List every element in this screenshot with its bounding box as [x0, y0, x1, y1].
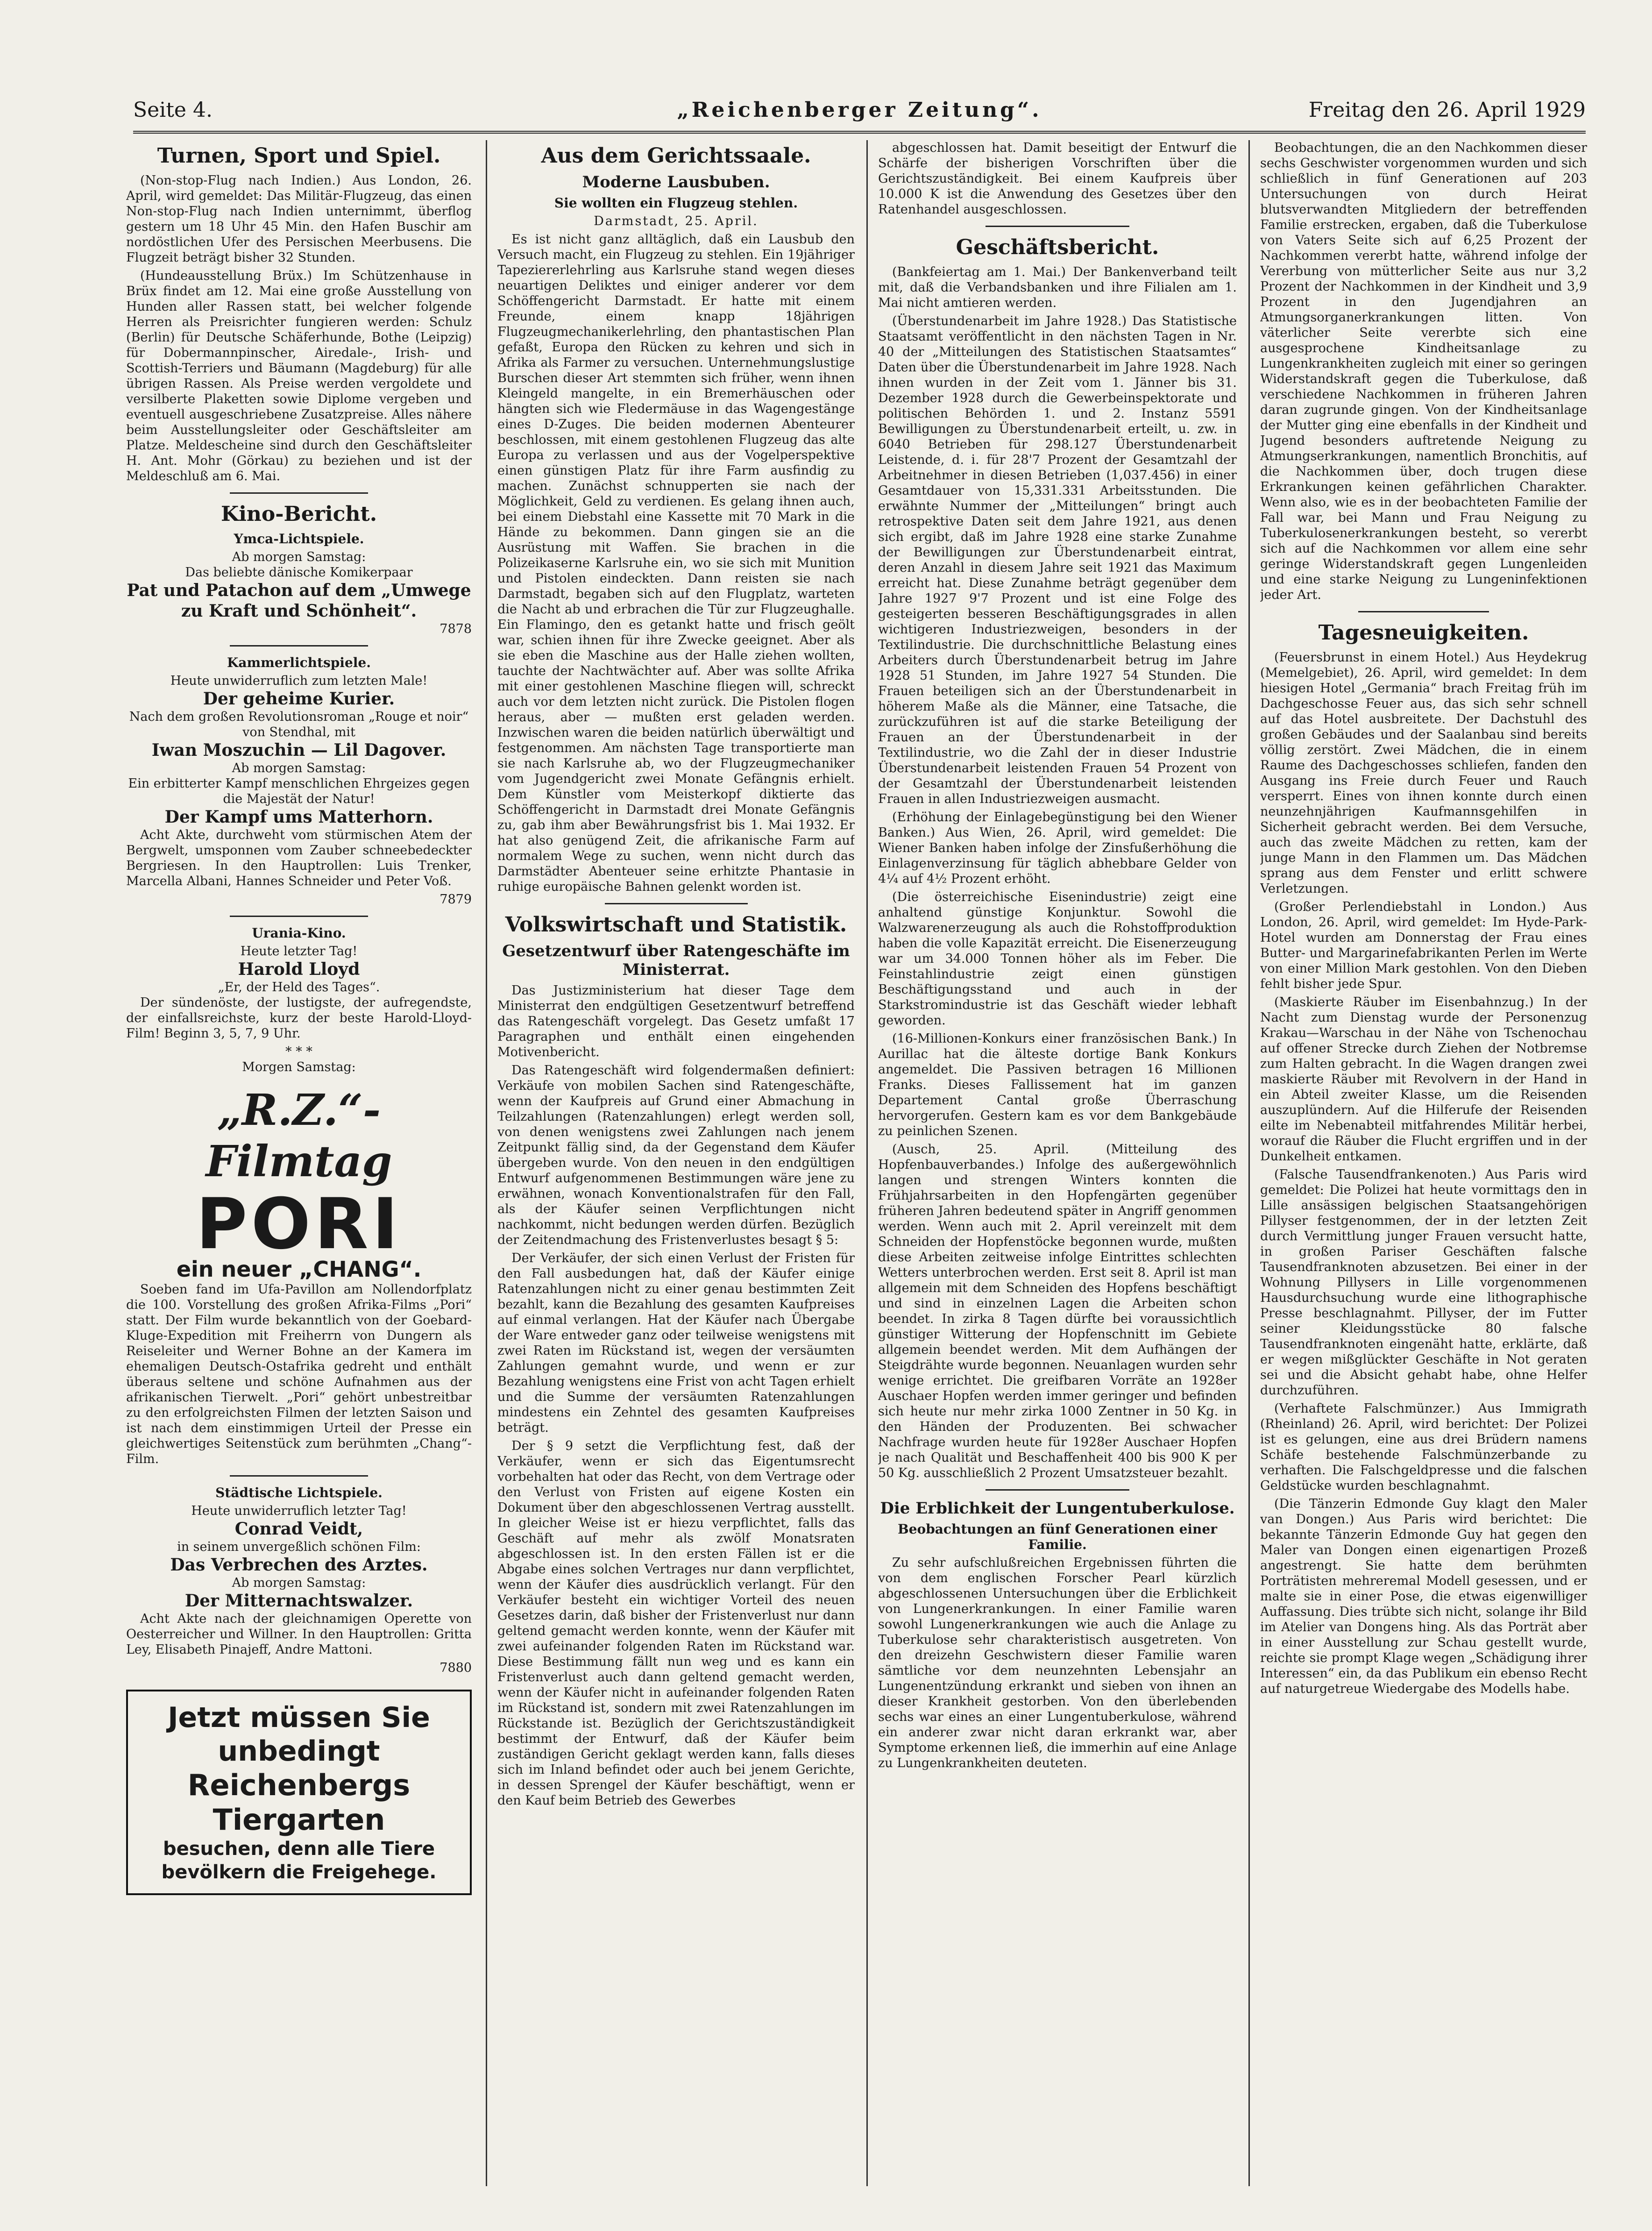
article-dancer-lawsuit: (Die Tänzerin Edmonde Guy klagt den Maler van Dongen.) Aus Paris wird berichtet: Die bekannte Tänzerin Edmonde Guy hat gegen den Maler van Dongen einen eigenartigen Prozeß angestrengt. Sie hatte dem berühmten Porträtisten mehreremal Modell gesessen, und er malte sie in einer Pose, die etwas eigenwilliger Auffassung. Dies trübte sich nicht, solange ihr Bild im Atelier van Dongens hing. Als das Porträt aber in einer Ausstellung zur Schau gestellt wurde, reichte sie prompt Klage wegen „Schädigung ihrer Interessen“ ein, da das Publikum ein ebenso Recht auf naturgetreue Wiedergabe des Modells habe.: [1260, 1497, 1587, 1696]
article-body: Es ist nicht ganz alltäglich, daß ein Lausbub den Versuch macht, ein Flugzeug zu stehlen. Ein 19jähriger Tapeziererlehrling aus Karlsruhe stand wegen dieses neuartigen Deliktes und einiger anderer vor dem Schöffengericht Darmstadt. Er hatte mit einem Freunde, einem knapp 18jährigen Flugzeugmechanikerlehrling, den phantastischen Plan gefaßt, Europa den Rücken zu kehren und sich in Afrika als Farmer zu versuchen. Unternehmungslustige Burschen dieser Art stemmten sich früher, wenn ihnen Kleingeld mangelte, in ein Bremerhäuschen oder hängten sich wie Fledermäuse in das Wagengestänge eines D-Zuges. Die beiden modernen Abenteurer beschlossen, mit einem gestohlenen Flugzeug das alte Europa zu verlassen und aus der Vogelperspektive einen günstigen Platz für ihre Farm ausfindig zu machen. Zunächst schnupperten sie nach der Möglichkeit, Geld zu verdienen. Es gelang ihnen auch, bei einem Diebstahl eine Kassette mit 70 Mark in die Hände zu bekommen. Dann gingen sie an die Ausrüstung mit Waffen. Sie brachen in die Polizeikaserne Karlsruhe ein, wo sie sich mit Munition und Pistolen eindeckten. Dann reisten sie nach Darmstadt, begaben sich auf den Flugplatz, warteten die Nacht ab und erbrachen die Tür zur Flugzeughalle. Ein Flamingo, den es getankt hatte und frisch geölt war, schien ihnen für ihre Zwecke geeignet. Aber als sie eben die Maschine aus der Halle ziehen wollten, tauchte der Nachtwächter auf. Aber was sollte Afrika mit einer gestohlenen Maschine fliegen will, schreckt auch vor dem letzten nicht zurück. Die Pistolen flogen heraus, aber — mußten erst geladen werden. Inzwischen waren die beiden natürlich überwältigt und festgenommen. Am nächsten Tage transportierte man sie nach Karlsruhe ab, wo der Flugzeugmechaniker vom Jugendgericht zwei Monate Gefängnis erhielt. Dem Künstler vom Meisterkopf diktierte das Schöffengericht in Darmstadt drei Monate Gefängnis zu, gab ihm aber Bewährungsfrist bis 1. Mai 1932. Er hat also genügend Zeit, die afrikanische Farm auf normalem Wege zu suchen, wenn nicht durch das Darmstädter Abenteuer seine erhitzte Phantasie in ruhige europäische Bahnen gelenkt worden ist.: [497, 232, 855, 894]
section-title-sport: Turnen, Sport und Spiel.: [157, 144, 441, 168]
zoo-ad-line-3: besuchen, denn alle Tiere bevölkern die Freigehege.: [161, 1838, 437, 1883]
cinema-description: Acht Akte nach der gleichnamigen Operette von Oesterreicher und Willner. In den Hauptrollen: Gritta Ley, Elisabeth Pinajeff, Andre Mattoni.: [126, 1612, 472, 1657]
article-iron-industry: (Die österreichische Eisenindustrie) zeigt eine anhaltend günstige Konjunktur. Sowohl die Walzwarenerzeugung als auch die Rohstoffproduktion haben die volle Kapazität erreicht. Die Eisenerzeugung war um 34.000 Tonnen höher als im Feber. Die Feinstahlindustrie zeigt einen günstigen Beschäftigungsstand und auch in der Starkstromindustrie ist das Geschäft wieder lebhaft geworden.: [878, 890, 1237, 1028]
column-4: [1260, 140, 1587, 2186]
cinema-text: Ab morgen Samstag:: [232, 550, 366, 564]
cinema-name-urania: Urania-Kino.: [252, 925, 346, 941]
cinema-text: Ab morgen Samstag:: [232, 1576, 366, 1590]
film-day-ad-title: „R.Z.“-Filmtag: [206, 1085, 392, 1187]
column-rule: [866, 140, 868, 2186]
column-rule: [486, 140, 487, 2186]
film-title: Das Verbrechen des Arztes.: [170, 1555, 428, 1575]
article-dog-show: (Hundeausstellung Brüx.) Im Schützenhause in Brüx findet am 12. Mai eine große Ausstellung von Hunden aller Rassen statt, bei welcher folgende Herren als Preisrichter fungieren werden: Schulz (Berlin) für Deutsche Schäferhunde, Bothe (Leipzig) für Dobermannpinscher, Airedale-, Irish- und Scottish-Terriers und Bäumann (Magdeburg) für alle übrigen Rassen. Als Preise werden vergoldete und versilberte Plaketten sowie Diplome vergeben und eventuell ausgeschriebene Zusatzpreise. Alles nähere beim Ausstellungsleiter oder Geschäftsleiter am Platze. Meldescheine sind durch den Geschäftsleiter H. Ant. Mohr (Görkau) zu beziehen und ist der Meldeschluß am 6. Mai.: [126, 269, 472, 483]
column-2: [497, 140, 855, 2186]
separator: [230, 492, 368, 494]
section-title-economy: Volkswirtschaft und Statistik.: [505, 913, 847, 937]
cinema-text: in seinem unvergeßlich schönen Film:: [177, 1540, 421, 1554]
cinema-text: Nach dem großen Revolutionsroman „Rouge et noir“ von Stendhal, mit: [129, 710, 469, 739]
separator: [986, 1489, 1129, 1491]
actor-name: Harold Lloyd: [238, 959, 360, 979]
article-hotel-fire: (Feuersbrunst in einem Hotel.) Aus Heydekrug (Memelgebiet), 26. April, wird gemeldet: In dem hiesigen Hotel „Germania“ brach Freitag früh im Dachgeschosse Feuer aus, das sich sehr schnell auf das Hotel ausbreitete. Der Dachstuhl des großen Gebäudes und der Saalanbau sind bereits völlig zerstört. Zwei Mädchen, die in einem Raume des Dachgeschosses schliefen, fanden den Ausgang ins Freie durch Feuer und Rauch versperrt. Eines von ihnen konnte durch einen neunzehnjährigen Kaufmannsgehilfen in Sicherheit gebracht werden. Bei dem Versuche, auch das zweite Mädchen zu retten, kam der junge Mann in den Flammen um. Das Mädchen sprang aus dem Fenster und erlitt schwere Verletzungen.: [1260, 650, 1587, 896]
cinema-name-ymca: Ymca-Lichtspiele.: [234, 531, 364, 547]
cinema-name-staedtische: Städtische Lichtspiele.: [215, 1485, 383, 1500]
column-1: [126, 140, 472, 2186]
article-bank-holiday: (Bankfeiertag am 1. Mai.) Der Bankenverband teilt mit, daß die Verbandsbanken und ihre Filialen am 1. Mai nicht amtieren werden.: [878, 265, 1237, 310]
article-title: Die Erblichkeit der Lungentuberkulose.: [880, 1499, 1235, 1518]
film-pori-text: Soeben fand im Ufa-Pavillon am Nollendorfplatz die 100. Vorstellung des großen Afrika-Films „Pori“ statt. Der Film wurde bekanntlich von der Goebard-Kluge-Expedition mit Freiherrn von Dungern als Reiseleiter und Werner Bohne an der Kamera im ehemaligen Deutsch-Ostafrika gedreht und enthält überaus seltene und schöne Aufnahmen aus der afrikanischen Tierwelt. „Pori“ gehört unbestreitbar zu den erfolgreichsten Filmen der letzten Saison und ist nach dem einstimmigen Urteil der Presse ein gleichwertiges Seitenstück zum berühmten „Chang“-Film.: [126, 1282, 472, 1466]
film-title: Der geheime Kurier.: [203, 689, 395, 709]
article-counterfeiters: (Verhaftete Falschmünzer.) Aus Immigrath (Rheinland) 26. April, wird berichtet: Der Polizei ist es gelungen, eine aus drei Brüdern namens Schäfe bestehende Falschmünzerbande zu verhaften. Die Falschgeldpresse und die falschen Geldstücke wurden beschlagnahmt.: [1260, 1401, 1587, 1493]
article-title: Moderne Lausbuben.: [582, 173, 770, 192]
zoo-advertisement: [126, 1690, 472, 1895]
cinema-text: Morgen Samstag:: [242, 1060, 356, 1074]
separator: [230, 645, 368, 647]
cinema-text: Das beliebte dänische Komikerpaar: [185, 565, 413, 580]
article-subtitle: Sie wollten ein Flugzeug stehlen.: [554, 195, 798, 211]
article-body: Der § 9 setzt die Verpflichtung fest, daß der Verkäufer, wenn er sich das Eigentumsrecht vorbehalten hat oder das Recht, von dem Vertrage oder den Verlust von Fristen auf eigene Kosten ein Dokument über den abgeschlossenen Vertrag ausstellt. In gleicher Weise ist er hiezu verpflichtet, falls das Geschäft auf mehr als zwölf Monatsraten abgeschlossen ist. In den ersten Fällen ist er die Abgabe eines solchen Vertrages nur dann verpflichtet, wenn der Käufer dies ausdrücklich verlangt. Für den Verkäufer besteht ein wichtiger Vorteil des neuen Gesetzes darin, daß bisher der Fristenverlust nur dann geltend gemacht werden konnte, wenn der Käufer mit zwei aufeinander folgenden Raten im Rückstand war. Diese Bestimmung fällt nun weg und es kann ein Fristenverlust auch dann geltend gemacht werden, wenn der Käufer nicht in aufeinander folgenden Raten im Rückstand ist, sondern mit zwei Ratenzahlungen im Rückstande ist. Bezüglich der Gerichtszuständigkeit bestimmt der Entwurf, daß der Käufer beim zuständigen Gericht geklagt werden kann, falls dieses sich im Inland befindet oder auch bei jenem Gerichte, in dessen Sprengel der Käufer beschäftigt, wenn er den Kauf beim Betrieb des Gewerbes: [497, 1439, 855, 1808]
column-rule: [1248, 140, 1250, 2186]
column-3: [878, 140, 1237, 2186]
separator: [230, 916, 368, 917]
film-title: Der Kampf ums Matterhorn.: [164, 807, 433, 827]
article-pearl-theft: (Großer Perlendiebstahl in London.) Aus London, 26. April, wird gemeldet: Im Hyde-Park-Hotel wurden am Donnerstag der Frau eines Butter- und Margarinefabrikanten Perlen im Werte von einer Million Mark gestohlen. Von den Dieben fehlt bisher jede Spur.: [1260, 900, 1587, 991]
article-body: Der Verkäufer, der sich einen Verlust der Fristen für den Fall ausbedungen hat, daß der Käufer einige Ratenzahlungen nicht zu einer genau bestimmten Zeit bezahlt, kann die Bezahlung des gesamten Kaufpreises auf einmal verlangen. Hat der Käufer nach Übergabe der Ware entweder ganz oder teilweise wenigstens mit zwei Raten im Rückstand ist, wegen der versäumten Zahlungen gemahnt wurde, und wenn er zur Bezahlung wenigstens eine Frist von acht Tagen erhielt und die Summe der versäumten Ratenzahlungen mindestens ein Zehntel des gesamten Kaufpreises beträgt.: [497, 1251, 855, 1435]
separator: [1358, 611, 1489, 612]
cinema-name-kammer: Kammerlichtspiele.: [227, 655, 371, 670]
ad-number: 7879: [440, 892, 472, 907]
page-header: [133, 93, 1586, 134]
article-body: Beobachtungen, die an den Nachkommen dieser sechs Geschwister vorgenommen wurden und sich schließlich in fünf Generationen auf 203 Untersuchungen von durch Heirat blutsverwandten Mitgliedern der betreffenden Familie erstrecken, ergaben, daß die Tuberkulose von Vaters Seite sich auf 6,25 Prozent der Nachkommen vererbt hatte, während infolge der Vererbung von mütterlicher Seite aus nur 3,2 Prozent der Nachkommen in der Kindheit und 3,9 Prozent in den Jugendjahren an Atmungsorganerkrankungen litten. Von väterlicher Seite vererbte sich eine ausgesprochene Kindheitsanlage zu Lungenkrankheiten zugleich mit einer so geringen Widerstandskraft gegen die Tuberkulose, daß verschiedene Nachkommen in früheren Jahren daran zugrunde gingen. Von der Kindheitsanlage der Mutter ging eine ebenfalls in der Kindheit und Jugend besonders auftretende Neigung zu Atmungserkrankungen, namentlich Bronchitis, auf die Nachkommen über, doch trugen diese Erkrankungen keinen gefährlichen Charakter. Wenn also, wie es in der beobachteten Familie der Fall war, bei Mann und Frau Neigung zu Tuberkulosenerkrankungen besteht, so vererbt sich auf die Nachkommen vor allem eine sehr geringe Widerstandskraft gegen Lungenleiden und eine starke Neigung zu Lungeninfektionen jeder Art.: [1260, 141, 1587, 602]
article-title: Gesetzentwurf über Ratengeschäfte im Ministerrat.: [502, 942, 850, 979]
article-train-robbers: (Maskierte Räuber im Eisenbahnzug.) In der Nacht zum Dienstag wurde der Personenzug Krakau—Warschau in der Nähe von Tschenochau auf offener Strecke durch Ziehen der Notbremse zum Halten gebracht. In die Wagen drangen zwei maskierte Räuber mit Revolvern in der Hand in ein Abteil zweiter Klasse, um die Reisenden auszuplündern. Auf die Hilferufe der Reisenden eilte im Nebenabteil mitfahrendes Militär herbei, worauf die Räuber die Flucht ergriffen und in der Dunkelheit entkamen.: [1260, 995, 1587, 1164]
article-body: Das Justizministerium hat dieser Tage dem Ministerrat den endgültigen Gesetzentwurf betreffend das Ratengeschäft vorgelegt. Das Gesetz umfaßt 17 Paragraphen und enthält einen eingehenden Motivenbericht.: [497, 983, 855, 1059]
article-body: abgeschlossen hat. Damit beseitigt der Entwurf die Schärfe der bisherigen Vorschriften über die Gerichtszuständigkeit. Bei einem Kaufpreis über 10.000 K ist die Anwendung des Gesetzes über den Ratenhandel ausgeschlossen.: [878, 141, 1237, 217]
cinema-description: Der sündenöste, der lustigste, der aufregendste, der einfallsreichste, kurz der beste Harold-Lloyd-Film! Beginn 3, 5, 7, 9 Uhr.: [126, 995, 472, 1041]
separator: [986, 226, 1129, 227]
film-title: „Er, der Held des Tages“.: [218, 980, 380, 995]
article-french-bank: (16-Millionen-Konkurs einer französischen Bank.) In Aurillac hat die älteste dortige Bank Konkurs angemeldet. Die Passiven betragen 16 Millionen Franks. Dieses Fallissement hat im ganzen Departement Cantal große Überraschung hervorgerufen. Gestern kam es vor dem Bankgebäude zu peinlichen Szenen.: [878, 1031, 1237, 1138]
issue-date: Freitag den 26. April 1929: [1308, 98, 1586, 122]
cinema-text: Ein erbitterter Kampf menschlichen Ehrgeizes gegen die Majestät der Natur!: [128, 776, 470, 806]
article-counterfeit-notes: (Falsche Tausendfrankenoten.) Aus Paris wird gemeldet: Die Polizei hat heute vormittags den in Lille ansässigen belgischen Staatsangehörigen Pillyser festgenommen, der in der letzten Zeit durch Vermittlung junger Frauen versucht hatte, in großen Pariser Geschäften falsche Tausendfranknoten abzusetzen. Bei einer in der Wohnung Pillysers in Lille vorgenommenen Hausdurchsuchung wurde eine lithographische Presse beschlagnahmt. Pillyser, der im Futter seiner Kleidungsstücke 80 falsche Tausendfranknoten eingenäht hatte, erklärte, daß er wegen mißglückter Geschäfte in Not geraten sei und die Absicht gehabt habe, ohne Helfer durchzuführen.: [1260, 1167, 1587, 1398]
cinema-text: Heute letzter Tag!: [240, 944, 358, 959]
actor-name: Conrad Veidt,: [234, 1519, 363, 1539]
article-subtitle: Beobachtungen an fünf Generationen einer Familie.: [898, 1521, 1217, 1552]
article-nonstop-flight: (Non-stop-Flug nach Indien.) Aus London, 26. April, wird gemeldet: Das Militär-Flugzeug, das einen Non-stop-Flug nach Indien unternimmt, überflog gestern um 18 Uhr 45 Min. den Hafen Buschir am nordöstlichen Ufer des Persischen Meerbusens. Die Flugzeit beträgt bisher 32 Stunden.: [126, 173, 472, 265]
article-vienna-banks: (Erhöhung der Einlagebegünstigung bei den Wiener Banken.) Aus Wien, 26. April, wird gemeldet: Die Wiener Banken haben infolge der Zinsfußerhöhung die Einlagenverzinsung für täglich abhebbare Gelder von 4¼ auf 4½ Prozent erhöht.: [878, 810, 1237, 886]
cinema-text: Heute unwiderruflich letzter Tag!: [191, 1504, 407, 1518]
section-title-news: Tagesneuigkeiten.: [1318, 621, 1529, 645]
page-number: Seite 4.: [133, 98, 213, 122]
cinema-description: Acht Akte, durchweht vom stürmischen Atem der Bergwelt, umsponnen vom Zauber schneebedeckter Bergriesen. In den Hauptrollen: Luis Trenker, Marcella Albani, Hannes Schneider und Peter Voß.: [126, 828, 472, 888]
zoo-ad-line-2: Reichenbergs Tiergarten: [187, 1768, 411, 1837]
section-title-cinema: Kino-Bericht.: [220, 502, 377, 526]
film-pori-title: PORI: [196, 1184, 402, 1265]
section-title-court: Aus dem Gerichtssaale.: [541, 144, 811, 168]
ad-number: 7878: [440, 622, 472, 636]
section-title-business: Geschäftsbericht.: [956, 235, 1159, 259]
separator: [230, 1475, 368, 1477]
article-body: Das Ratengeschäft wird folgendermaßen definiert: Verkäufe von mobilen Sachen sind Ratengeschäfte, wenn der Kaufpreis auf Grund einer Abmachung in Teilzahlungen (Ratenzahlungen) erlegt werden soll, von denen wenigstens zwei Zahlungen nach jenem Zeitpunkt fällig sind, da der Gegenstand dem Käufer übergeben wurde. Von den neuen in den endgültigen Entwurf aufgenommenen Bestimmungen wäre jene zu erwähnen, wonach Konventionalstrafen für den Fall, als der Käufer seinen Verpflichtungen nicht nachkommt, nicht bedungen werden dürfen. Bezüglich der Zeitendmachung des Fristenverlustes besagt § 5:: [497, 1063, 855, 1247]
film-title: Pat und Patachon auf dem „Umwege zu Kraft und Schönheit“.: [127, 581, 471, 621]
separator: [605, 903, 748, 904]
newspaper-title: „Reichenberger Zeitung“.: [677, 98, 1042, 122]
article-body: Zu sehr aufschlußreichen Ergebnissen führten die von dem englischen Forscher Pearl kürzlich abgeschlossenen Untersuchungen über die Erblichkeit von Lungenerkrankungen. In einer Familie waren sowohl Lungenerkrankungen wie auch die Anlage zu Tuberkulose sehr charakteristisch ausgetreten. Von den dreizehn Geschwistern dieser Familie waren sämtliche vor dem neunzehnten Lebensjahr an Lungenentzündung erkrankt und sieben von ihnen an dieser Krankheit gestorben. Von den überlebenden sechs war eines an einer Lungentuberkulose, während ein anderer zwar nicht daran erkrankt war, aber Symptome erkennen ließ, die immerhin auf eine Anlage zu Lungenkrankheiten deuteten.: [878, 1556, 1237, 1770]
film-actors: Iwan Moszuchin — Lil Dagover.: [151, 740, 447, 760]
asterisks: * * *: [285, 1044, 312, 1059]
article-overtime: (Überstundenarbeit im Jahre 1928.) Das Statistische Staatsamt veröffentlicht in den nächsten Tagen in Nr. 40 der „Mitteilungen des Statistischen Staatsamtes“ Daten über die Überstundenarbeit im Jahre 1928. Nach ihnen wurden in der Zeit vom 1. Jänner bis 31. Dezember 1928 durch die Gewerbeinspektorate und politischen Behörden 1. und 2. Instanz 5591 Bewilligungen zu Überstundenarbeit erteilt, u. zw. in 6040 Betrieben für 298.127 Überstundenarbeit Leistende, d. i. für 28'7 Prozent der Gesamtzahl der Arbeitnehmer in diesen Betrieben (1,037.456) in einer Gesamtdauer von 15,331.331 Arbeitsstunden. Die erwähnte Nummer der „Mitteilungen“ bringt auch retrospektive Daten seit dem Jahre 1921, aus denen sich ergibt, daß im Jahre 1928 eine starke Zunahme der Bewilligungen zur Überstundenarbeit eintrat, deren Anzahl in diesem Jahre seit 1921 das Maximum erreicht hat. Diese Zunahme beträgt gegenüber dem Jahre 1927 9'7 Prozent und ist eine Folge des gesteigerten besseren Beschäftigungsgrades in allen wichtigeren Industriezweigen, besonders in der Textilindustrie. Die durchschnittliche Belastung eines Arbeiters durch Überstundenarbeit betrug im Jahre 1928 51 Stunden, im Jahre 1927 54 Stunden. Die Frauen beteiligen sich an der Überstundenarbeit in höherem Maße als die Männer, eine Tatsache, die zurückzuführen ist auf die starke Beteiligung der Frauen an der Überstundenarbeit in der Textilindustrie, wo die Zahl der in dieser Industrie Überstundenarbeit leistenden Frauen 54 Prozent von der Gesamtzahl der Überstundenarbeit leistenden Frauen in allen Industriezweigen ausmacht.: [878, 314, 1237, 806]
article-hops: (Ausch, 25. April. (Mitteilung des Hopfenbauverbandes.) Infolge des außergewöhnlich langen und strengen Winters konnten die Frühjahrsarbeiten in den Hopfengärten gegenüber früheren Jahren bedeutend später in Angriff genommen werden. Wenn auch mit 2. April vereinzelt mit dem Schneiden der Hopfenstöcke begonnen wurde, mußten diese Arbeiten zeitweise infolge Eintrittes schlechten Wetters unterbrochen werden. Erst seit 8. April ist man allgemein mit dem Schneiden des Hopfens beschäftigt und sind in einzelnen Lagen die Arbeiten schon beendet. In zirka 8 Tagen dürfte bei voraussichtlich günstiger Witterung der Hopfenschnitt im Gebiete allgemein beendet werden. Mit dem Aufhängen der Steigdrähte wurde begonnen. Neuanlagen wurden sehr wenige errichtet. Die greifbaren Vorräte an 1928er Auschaer Hopfen werden immer geringer und befinden sich heute nur mehr zirka 1000 Zentner in 50 Kg. in den Händen der Produzenten. Bei schwacher Nachfrage wurden heute für 1928er Auschaer Hopfen je nach Qualität und Beschaffenheit 400 bis 900 K per 50 Kg. ausschließlich 2 Prozent Umsatzsteuer bezahlt.: [878, 1142, 1237, 1480]
film-pori-subtitle: ein neuer „CHANG“.: [176, 1257, 422, 1282]
film-title: Der Mitternachtswalzer.: [184, 1591, 413, 1611]
ad-number: 7880: [440, 1661, 472, 1675]
zoo-ad-line-1: Jetzt müssen Sie unbedingt: [168, 1701, 430, 1768]
dateline: Darmstadt, 25. April.: [594, 214, 759, 228]
cinema-text: Heute unwiderruflich zum letzten Male!: [170, 674, 428, 688]
cinema-text: Ab morgen Samstag:: [232, 761, 366, 775]
